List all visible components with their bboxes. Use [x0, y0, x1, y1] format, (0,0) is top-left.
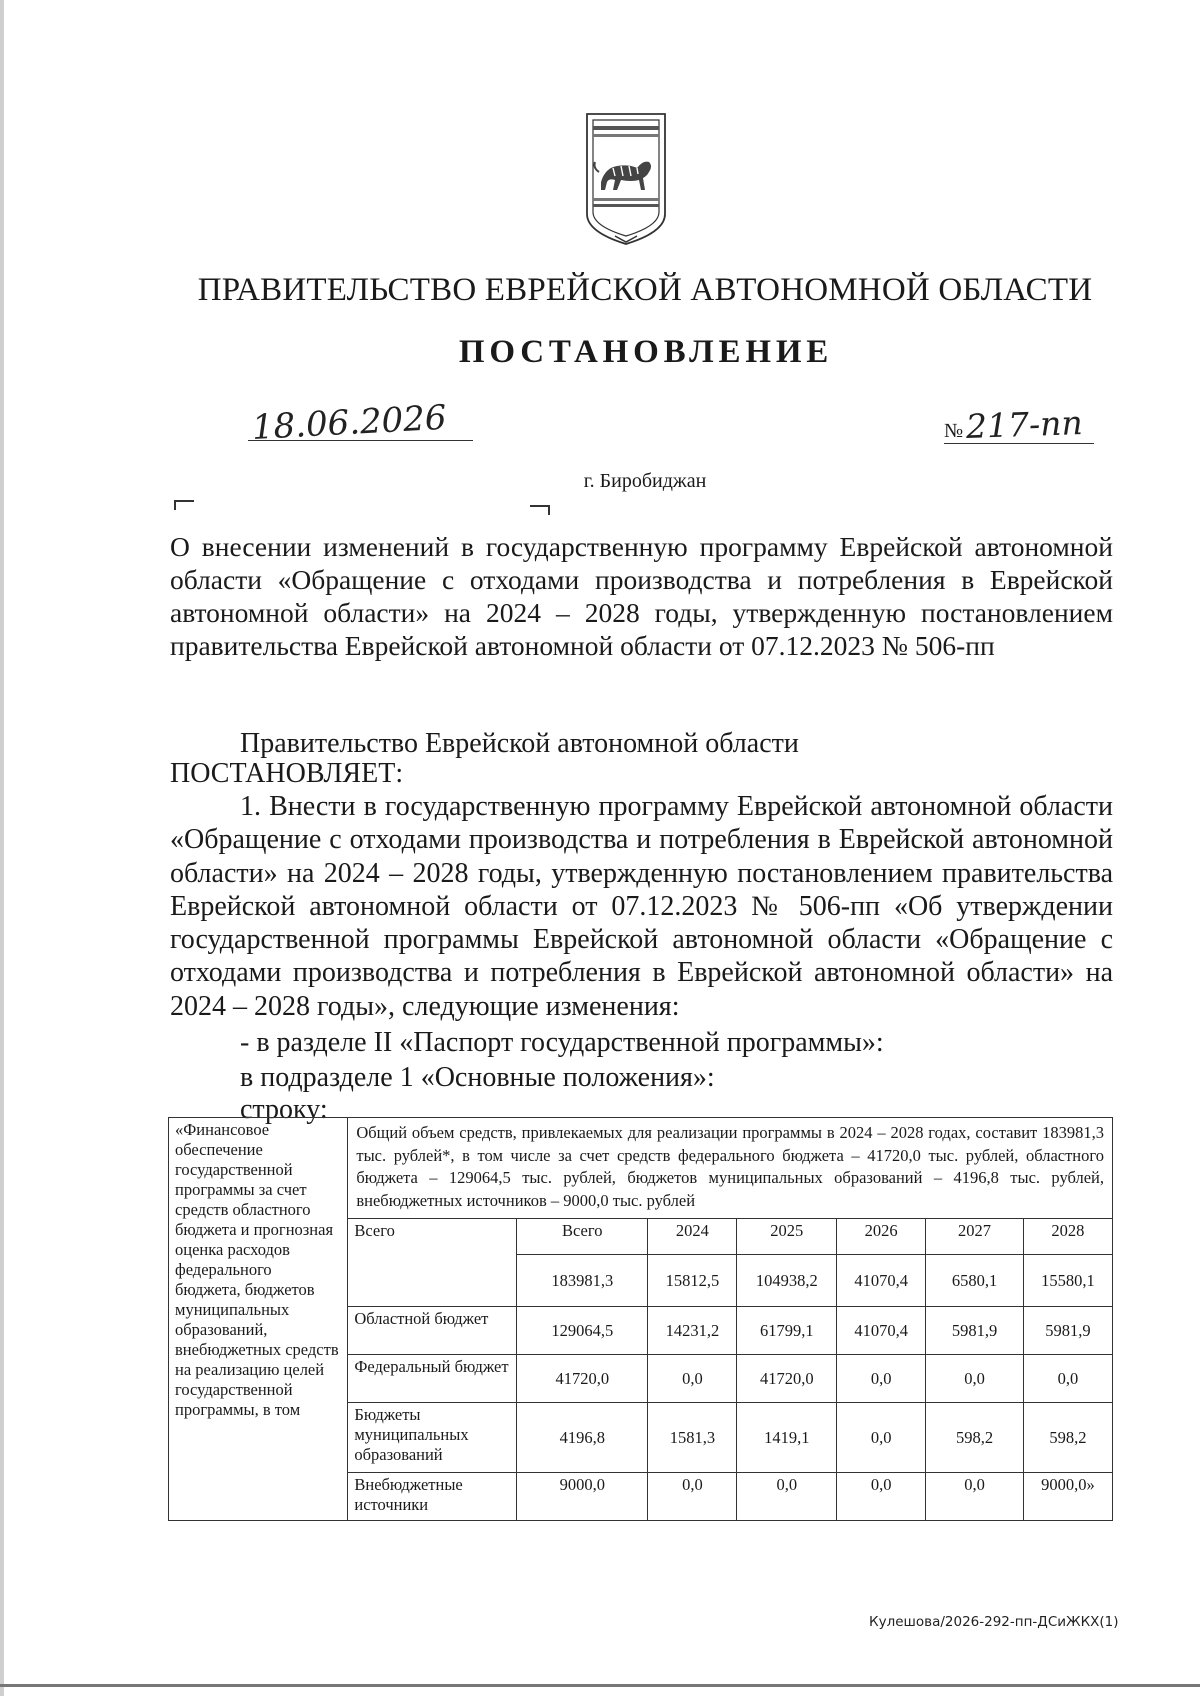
table-general-text: Общий объем средств, привлекаемых для реализации программы в 2024 – 2028 годах, составит 183981,3 тыс. рублей*, в том числе за счет средств федерального бюджета – 41720,0 тыс. рублей, областного бюджета – 129064,5 тыс. рублей, бюджетов муниципальных образований – 4196,8 тыс. рублей, внебюджетных источников – 9000,0 тыс. рублей	[348, 1118, 1113, 1219]
table-cell: 129064,5	[517, 1307, 648, 1355]
table-cell: 0,0	[1023, 1355, 1112, 1403]
table-header-cell: 2026	[837, 1219, 926, 1255]
document-type: ПОСТАНОВЛЕНИЕ	[458, 334, 834, 370]
coat-of-arms-icon	[585, 110, 667, 246]
table-cell: 0,0	[648, 1355, 737, 1403]
subject-line: автономной области» на 2024 – 2028 годы, утвержденную постановлением	[170, 597, 1113, 628]
table-header-cell: 2028	[1023, 1219, 1112, 1255]
table-cell: 0,0	[837, 1403, 926, 1473]
table-cell: 0,0	[837, 1355, 926, 1403]
decree-word: ПОСТАНОВЛЯЕТ:	[170, 758, 404, 789]
corner-mark-left	[174, 500, 194, 510]
table-header-cell: 2024	[648, 1219, 737, 1255]
table-header-cell: 2025	[737, 1219, 837, 1255]
table-cell: 0,0	[837, 1473, 926, 1521]
table-cell: 6580,1	[926, 1255, 1024, 1307]
government-line: Правительство Еврейской автономной области	[240, 728, 799, 759]
table-cell: 41070,4	[837, 1307, 926, 1355]
government-title: ПРАВИТЕЛЬСТВО ЕВРЕЙСКОЙ АВТОНОМНОЙ ОБЛАСТИ	[197, 272, 1093, 308]
number-underline	[944, 443, 1094, 444]
table-row-label: Федеральный бюджет	[348, 1355, 517, 1403]
page-edge	[0, 0, 4, 1696]
table-header-cell: 2027	[926, 1219, 1024, 1255]
financing-table	[168, 1117, 1113, 1521]
table-cell: 9000,0»	[1023, 1473, 1112, 1521]
table-cell: 15812,5	[648, 1255, 737, 1307]
table-cell: 0,0	[737, 1473, 837, 1521]
table-cell: 5981,9	[1023, 1307, 1112, 1355]
handwritten-number: 217-пп	[965, 402, 1084, 447]
table-cell: 104938,2	[737, 1255, 837, 1307]
list-item: в подразделе 1 «Основные положения»:	[240, 1062, 715, 1093]
subject-line: О внесении изменений в государственную программу Еврейской автономной	[170, 531, 1113, 562]
subject-line: правительства Еврейской автономной области от 07.12.2023 № 506-пп	[170, 630, 995, 661]
table-cell: 15580,1	[1023, 1255, 1112, 1307]
document-footer-reference: Кулешова/2026-292-пп-ДСиЖКХ(1)	[869, 1614, 1119, 1630]
table-cell: 41720,0	[737, 1355, 837, 1403]
document-subject	[170, 530, 1113, 662]
table-cell: 0,0	[648, 1473, 737, 1521]
table-cell: 183981,3	[517, 1255, 648, 1307]
table-left-label: «Финансовое обеспечение государственной программы за счет средств областного бюджета и прогнозная оценка расходов федерального бюджета, бюджетов муниципальных образований, внебюджетных средств на реализацию целей государственной программы, в том	[169, 1118, 348, 1521]
table-row-label: Областной бюджет	[348, 1307, 517, 1355]
table-cell: 4196,8	[517, 1403, 648, 1473]
table-cell: 598,2	[926, 1403, 1024, 1473]
table-row-label: Внебюджетные источники	[348, 1473, 517, 1521]
handwritten-date: 18.06.2026	[250, 397, 448, 448]
table-cell: 5981,9	[926, 1307, 1024, 1355]
table-cell: 14231,2	[648, 1307, 737, 1355]
corner-mark-right	[530, 505, 550, 515]
paragraph-1: 1. Внести в государственную программу Еврейской автономной области «Обращение с отходами производства и потребления в Еврейской автономной области» на 2024 – 2028 годы, утвержденную постановлением правительства Еврейской автономной области от 07.12.2023 № 506-пп «Об утверждении государственной программы Еврейской автономной области «Обращение с отходами производства и потребления в Еврейской автономной области» на 2024 – 2028 годы», следующие изменения:	[170, 791, 1113, 1022]
table-cell: 0,0	[926, 1473, 1024, 1521]
table-cell: 41070,4	[837, 1255, 926, 1307]
city-name: г. Биробиджан	[583, 470, 707, 492]
table-cell: 41720,0	[517, 1355, 648, 1403]
list-item: - в разделе II «Паспорт государственной программы»:	[240, 1027, 884, 1058]
date-underline	[248, 440, 473, 441]
subject-line: области «Обращение с отходами производства и потребления в Еврейской	[170, 564, 1113, 595]
table-cell: 61799,1	[737, 1307, 837, 1355]
list-item: строку:	[240, 1094, 328, 1125]
table-cell: 9000,0	[517, 1473, 648, 1521]
table-cell: 1581,3	[648, 1403, 737, 1473]
table-header-cell: Всего	[517, 1219, 648, 1255]
number-label: №	[944, 420, 964, 442]
table-cell: 0,0	[926, 1355, 1024, 1403]
table-row-label: Бюджеты муниципальных образований	[348, 1403, 517, 1473]
table-cell: 1419,1	[737, 1403, 837, 1473]
table-cell: 598,2	[1023, 1403, 1112, 1473]
table-header-cell: Всего	[348, 1219, 517, 1307]
page-bottom-edge	[0, 1684, 1200, 1687]
